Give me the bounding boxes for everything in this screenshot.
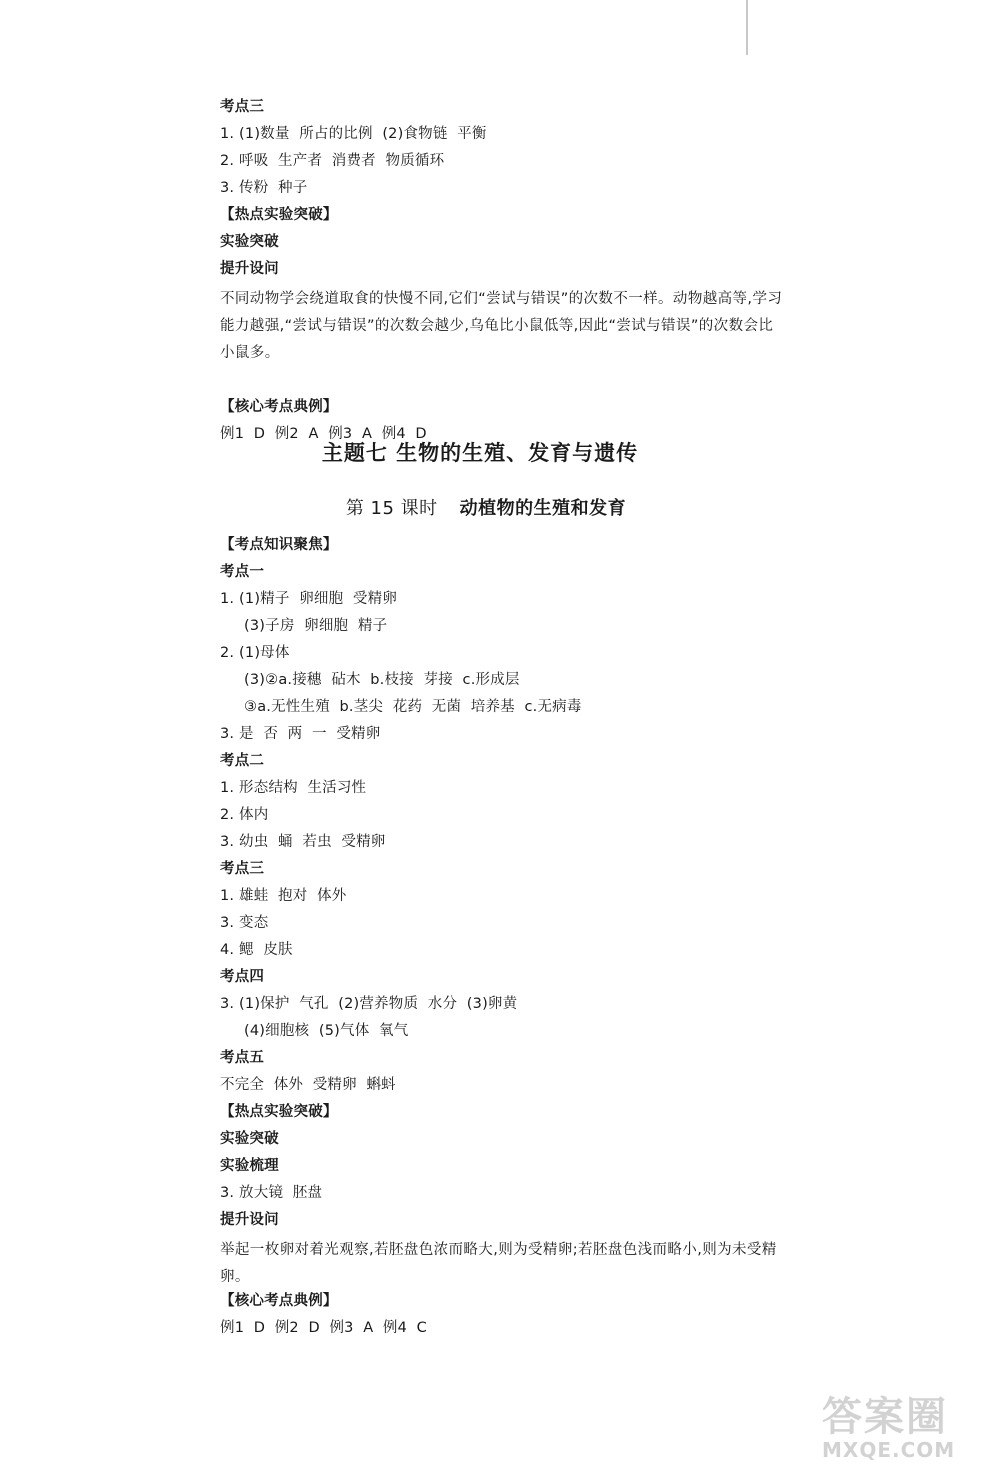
section2-paragraph: 举起一枚卵对着光观察,若胚盘色浓而略大,则为受精卵;若胚盘色浅而略小,则为未受精卵。 <box>220 1242 777 1285</box>
lesson-number: 第 15 课时 <box>345 498 438 519</box>
focus-header: 【考点知识聚焦】 <box>220 537 338 553</box>
watermark <box>822 1395 992 1465</box>
point4-heading: 考点四 <box>220 969 265 985</box>
point1-item-5: ③a.无性生殖 b.茎尖 花药 无菌 培养基 c.无病毒 <box>244 699 582 715</box>
point1-item-6: 3. 是 否 两 一 受精卵 <box>220 726 381 742</box>
point2-heading: 考点二 <box>220 753 265 769</box>
point3-heading: 考点三 <box>220 861 265 877</box>
section1-paragraph: 不同动物学会绕道取食的快慢不同,它们“尝试与错误”的次数不一样。动物越高等,学习能力越强,“尝试与错误”的次数会越少,乌龟比小鼠低等,因此“尝试与错误”的次数会比小鼠多。 <box>220 291 783 361</box>
point2-item-1: 1. 形态结构 生活习性 <box>220 780 367 796</box>
point3-item-3: 4. 鳃 皮肤 <box>220 942 293 958</box>
section2-examples-header: 【核心考点典例】 <box>220 1293 338 1309</box>
point3-item-1: 1. 雄蛙 抱对 体外 <box>220 888 347 904</box>
point1-heading: 考点一 <box>220 564 265 580</box>
point4-item-2: (4)细胞核 (5)气体 氧气 <box>244 1023 409 1039</box>
point4-item-1: 3. (1)保护 气孔 (2)营养物质 水分 (3)卵黄 <box>220 996 518 1012</box>
lesson-title <box>206 494 766 520</box>
section1-question-title: 提升设问 <box>220 261 279 277</box>
point1-item-2: (3)子房 卵细胞 精子 <box>244 618 388 634</box>
point1-item-4: (3)②a.接穗 砧木 b.枝接 芽接 c.形成层 <box>244 672 520 688</box>
section2-examples: 例1 D 例2 D 例3 A 例4 C <box>220 1320 428 1336</box>
section1-examples-header: 【核心考点典例】 <box>220 399 338 415</box>
point2-item-3: 3. 幼虫 蛹 若虫 受精卵 <box>220 834 386 850</box>
scan-edge-line <box>746 0 748 55</box>
section1-item-1: 1. (1)数量 所占的比例 (2)食物链 平衡 <box>220 126 487 142</box>
section1-experiment-title: 实验突破 <box>220 234 279 250</box>
section1-item-2: 2. 呼吸 生产者 消费者 物质循环 <box>220 153 445 169</box>
section2-experiment-header: 【热点实验突破】 <box>220 1104 338 1120</box>
point5-item-1: 不完全 体外 受精卵 蝌蚪 <box>220 1077 396 1093</box>
point2-item-2: 2. 体内 <box>220 807 269 823</box>
point1-item-1: 1. (1)精子 卵细胞 受精卵 <box>220 591 398 607</box>
section2-review-title: 实验梳理 <box>220 1158 279 1174</box>
section2-review-item: 3. 放大镜 胚盘 <box>220 1185 323 1201</box>
section2-question-title: 提升设问 <box>220 1212 279 1228</box>
watermark-url: MXQE.COM <box>822 1438 956 1462</box>
theme-title: 主题七 生物的生殖、发育与遗传 <box>321 441 639 465</box>
section2-experiment-title: 实验突破 <box>220 1131 279 1147</box>
lesson-name: 动植物的生殖和发育 <box>459 498 627 519</box>
point5-heading: 考点五 <box>220 1050 265 1066</box>
section1-heading: 考点三 <box>220 99 265 115</box>
watermark-logo: 答案圈 <box>822 1394 948 1440</box>
section1-item-3: 3. 传粉 种子 <box>220 180 308 196</box>
section1-examples: 例1 D 例2 A 例3 A 例4 D <box>220 426 427 442</box>
point1-item-3: 2. (1)母体 <box>220 645 290 661</box>
point3-item-2: 3. 变态 <box>220 915 269 931</box>
section1-experiment-header: 【热点实验突破】 <box>220 207 338 223</box>
